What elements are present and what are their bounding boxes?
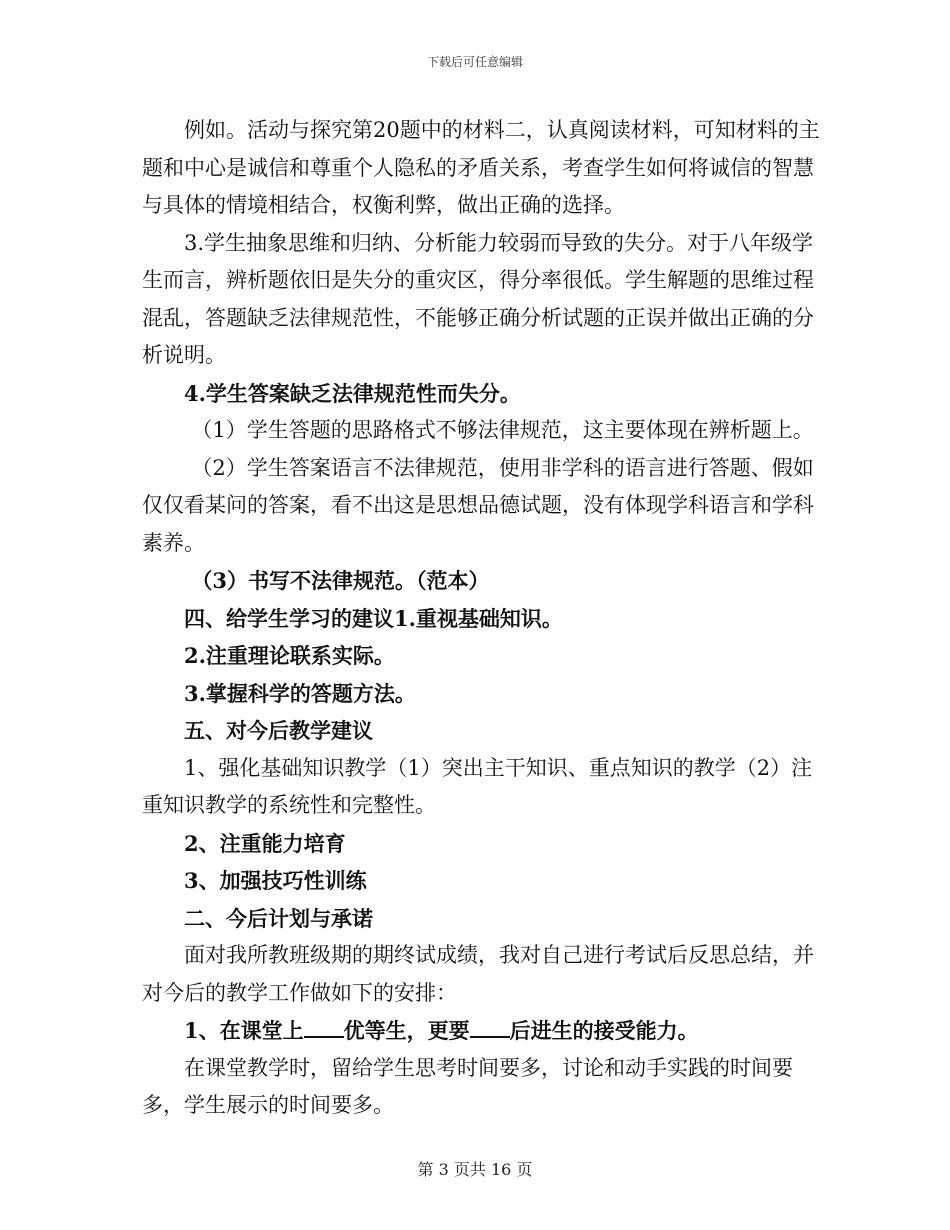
page-footer: 第 3 页共 16 页: [417, 1160, 533, 1179]
paragraph-point-4-2: （2）学生答案语言不法律规范，使用非学科的语言进行答题、假如仅仅看某问的答案，看不出这是思想品德试题，没有体现学科语言和学科素养。: [142, 455, 814, 555]
paragraph-example: 例如。活动与探究第20题中的材料二，认真阅读材料，可知材料的主题和中心是诚信和尊重个人隐私的矛盾关系，考查学生如何将诚信的智慧与具体的情境相结合，权衡利弊，做出正确的选择。: [142, 118, 820, 217]
plan-1-part-2: 优等生，更要: [343, 1018, 470, 1043]
paragraph-classroom: 在课堂教学时，留给学生思考时间要多，讨论和动手实践的时间要多，学生展示的时间要多。: [142, 1055, 793, 1117]
plan-1-part-3: 后进生的接受能力。: [509, 1018, 699, 1043]
paragraph-point-4-3: （3）书写不法律规范。（范本）: [191, 568, 490, 593]
paragraph-point-3: 3.学生抽象思维和归纳、分析能力较弱而导致的失分。对于八年级学生而言，辨析题依旧是失分的重灾区，得分率很低。学生解题的思维过程混乱，答题缺乏法律规范性，不能够正确分析试题的正误并做出正确的分析说明。: [142, 230, 814, 367]
heading-section-4: 四、给学生学习的建议1.重视基础知识。: [184, 605, 563, 631]
heading-suggestion-2: 2.注重理论联系实际。: [184, 643, 395, 668]
heading-section-plan: 二、今后计划与承诺: [184, 905, 373, 931]
heading-suggestion-3: 3.掌握科学的答题方法。: [184, 680, 416, 706]
document-body: [142, 112, 832, 1125]
paragraph-teaching-1: 1、强化基础知识教学（1）突出主干知识、重点知识的教学（2）注重知识教学的系统性和完整性。: [142, 755, 813, 817]
heading-section-5: 五、对今后教学建议: [184, 718, 373, 743]
page-header: 下载后可任意编辑: [426, 55, 523, 69]
heading-plan-1: [142, 1012, 832, 1050]
paragraph-point-4-1: （1）学生答题的思路格式不够法律规范，这主要体现在辨析题上。: [191, 418, 814, 442]
fill-blank-1: [304, 1014, 344, 1038]
fill-blank-2: [470, 1014, 510, 1038]
heading-teaching-2: 2、注重能力培育: [184, 830, 346, 856]
heading-point-4: 4.学生答案缺乏法律规范性而失分。: [184, 380, 521, 406]
paragraph-plan-intro: 面对我所教班级期的期终试成绩，我对自己进行考试后反思总结，并对今后的教学工作做如下的安排：: [142, 943, 814, 1005]
heading-teaching-3: 3、加强技巧性训练: [184, 868, 367, 893]
plan-1-part-1: 1、在课堂上: [184, 1018, 304, 1043]
